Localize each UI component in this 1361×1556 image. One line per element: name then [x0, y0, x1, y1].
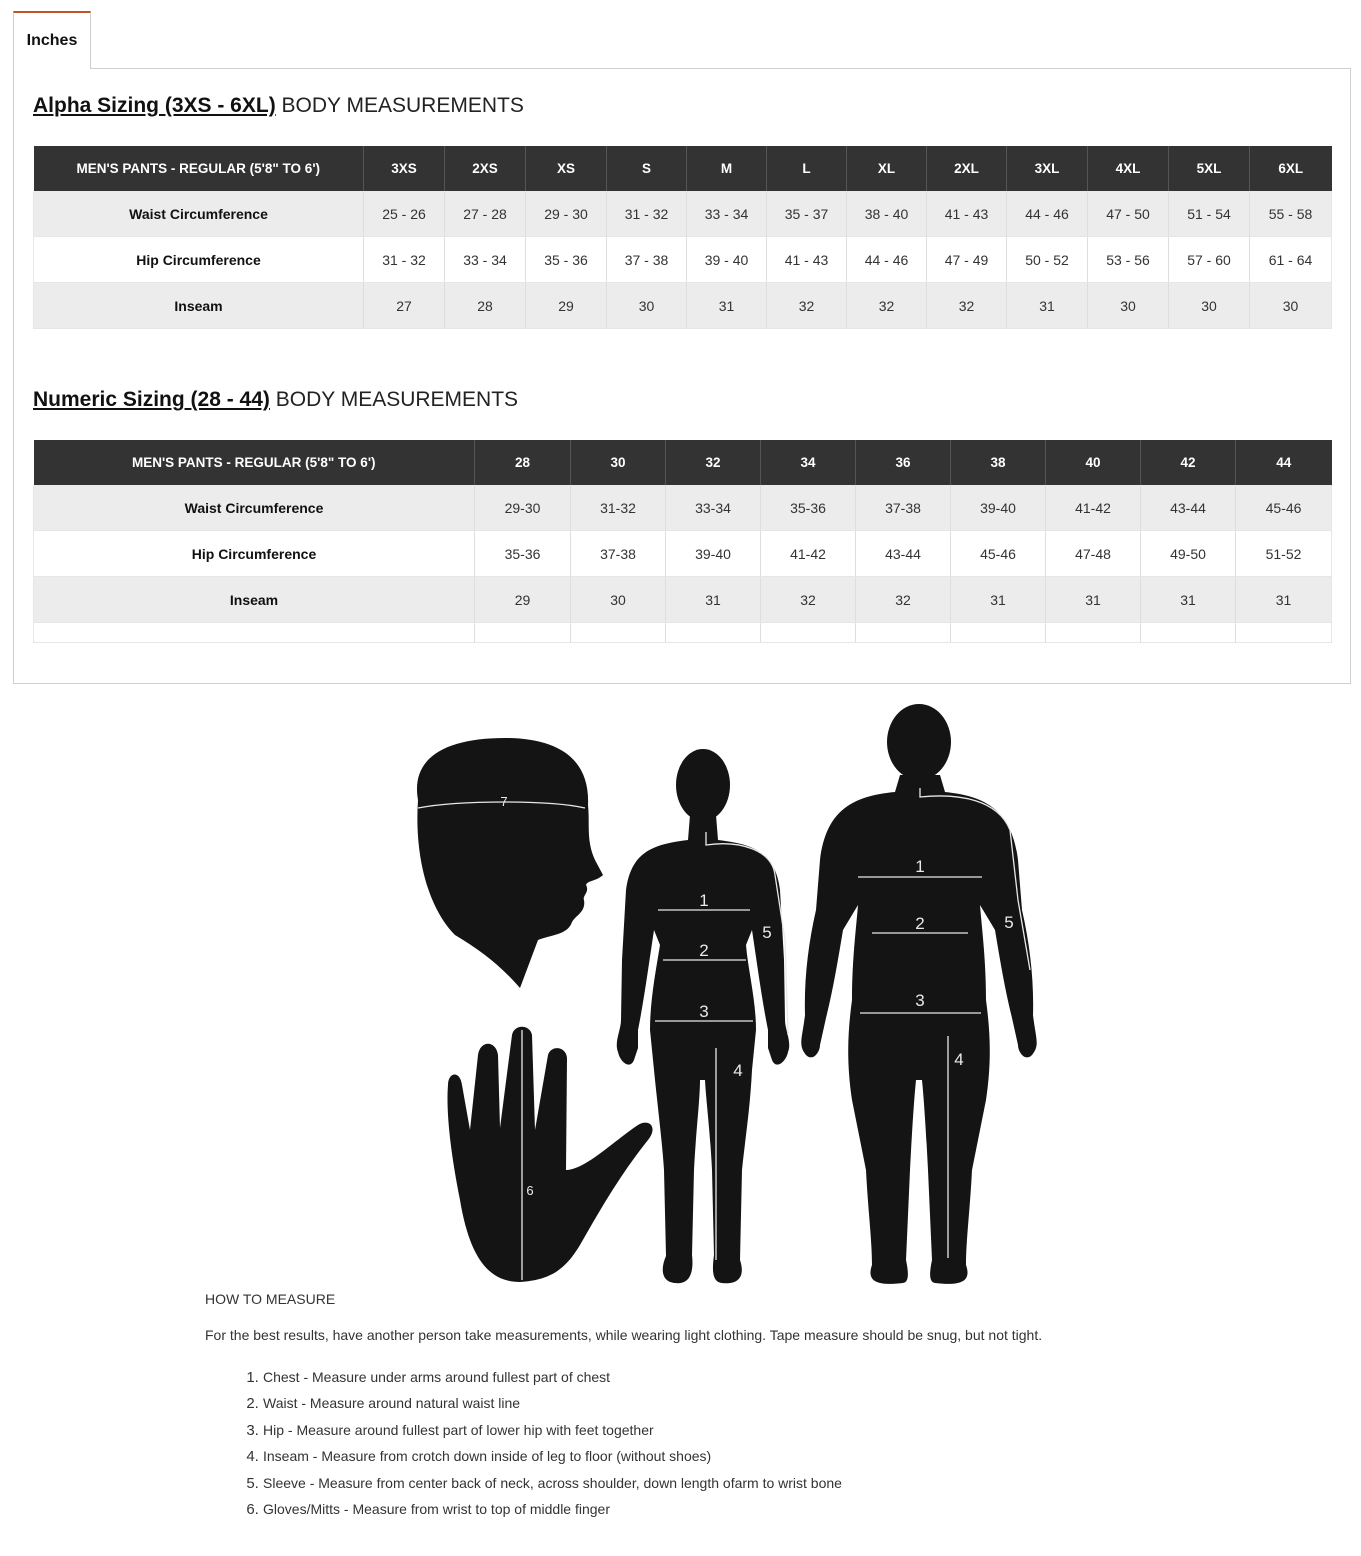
- measurement-value: 39-40: [666, 531, 761, 577]
- how-to-measure-intro: For the best results, have another person take measurements, while wearing light clothing. Tape measure should be snug, but not tight.: [205, 1327, 1043, 1343]
- measurement-value: 45-46: [951, 531, 1046, 577]
- numeric-header-row: [34, 440, 1332, 485]
- table-row: [34, 531, 1332, 577]
- measurement-value: 43-44: [1141, 485, 1236, 531]
- alpha-header-size: S: [607, 146, 687, 191]
- alpha-header-size: XL: [847, 146, 927, 191]
- label-female-waist: 2: [699, 941, 709, 960]
- measurement-value: 33 - 34: [445, 237, 526, 283]
- label-male-hip: 3: [915, 991, 925, 1010]
- how-to-measure-heading: HOW TO MEASURE: [205, 1291, 336, 1307]
- table-row: [34, 237, 1332, 283]
- alpha-header-size: XS: [526, 146, 607, 191]
- label-male-waist: 2: [915, 914, 925, 933]
- numeric-header-label: MEN'S PANTS - REGULAR (5'8" TO 6'): [34, 440, 475, 485]
- measurement-value: 33-34: [666, 485, 761, 531]
- empty-cell: [856, 623, 951, 643]
- numeric-title-suffix: BODY MEASUREMENTS: [269, 388, 519, 411]
- measurement-label: Hip Circumference: [34, 237, 364, 283]
- measurement-value: 27: [364, 283, 445, 329]
- measurement-value: 29: [475, 577, 571, 623]
- measurement-label: Inseam: [34, 577, 475, 623]
- alpha-header-size: M: [687, 146, 767, 191]
- measurement-value: 30: [1169, 283, 1250, 329]
- empty-cell: [761, 623, 856, 643]
- empty-cell: [951, 623, 1046, 643]
- alpha-title-suffix: BODY MEASUREMENTS: [275, 94, 524, 117]
- alpha-section-title: [33, 94, 524, 118]
- hand-silhouette: [448, 1027, 653, 1282]
- measurement-value: 31: [1236, 577, 1332, 623]
- measurement-value: 41-42: [761, 531, 856, 577]
- alpha-header-size: 3XL: [1007, 146, 1088, 191]
- measurement-value: 49-50: [1141, 531, 1236, 577]
- alpha-header-size: 2XL: [927, 146, 1007, 191]
- measurement-label: Hip Circumference: [34, 531, 475, 577]
- numeric-header-size: 32: [666, 440, 761, 485]
- measurement-figure: [400, 700, 1060, 1290]
- measurement-value: 43-44: [856, 531, 951, 577]
- measurement-value: 51 - 54: [1169, 191, 1250, 237]
- how-to-measure-step: 2. Waist - Measure around natural waist line: [263, 1393, 842, 1419]
- measurement-value: 44 - 46: [847, 237, 927, 283]
- measurement-value: 45-46: [1236, 485, 1332, 531]
- how-to-measure-step: 1. Chest - Measure under arms around fullest part of chest: [263, 1367, 842, 1393]
- measurement-value: 25 - 26: [364, 191, 445, 237]
- measurement-value: 41-42: [1046, 485, 1141, 531]
- numeric-header-size: 28: [475, 440, 571, 485]
- alpha-header-label: MEN'S PANTS - REGULAR (5'8" TO 6'): [34, 146, 364, 191]
- measurement-value: 31: [1007, 283, 1088, 329]
- empty-cell: [34, 623, 475, 643]
- measurement-value: 35 - 36: [526, 237, 607, 283]
- measurement-value: 47 - 50: [1088, 191, 1169, 237]
- numeric-sizing-link[interactable]: Numeric Sizing (28 - 44): [33, 388, 270, 411]
- numeric-header-size: 42: [1141, 440, 1236, 485]
- how-to-measure-step: 5. Sleeve - Measure from center back of neck, across shoulder, down length ofarm to wrist bone: [263, 1473, 842, 1499]
- measurement-value: 37 - 38: [607, 237, 687, 283]
- measurement-value: 44 - 46: [1007, 191, 1088, 237]
- measurement-value: 28: [445, 283, 526, 329]
- alpha-header-row: [34, 146, 1332, 191]
- measurement-value: 51-52: [1236, 531, 1332, 577]
- alpha-header-size: 3XS: [364, 146, 445, 191]
- numeric-section-title: [33, 388, 518, 412]
- measurement-value: 33 - 34: [687, 191, 767, 237]
- measurement-value: 38 - 40: [847, 191, 927, 237]
- table-row: [34, 485, 1332, 531]
- measurement-value: 41 - 43: [927, 191, 1007, 237]
- head-silhouette: [417, 738, 603, 988]
- how-to-measure-step: 3. Hip - Measure around fullest part of lower hip with feet together: [263, 1420, 842, 1446]
- label-female-sleeve: 5: [762, 923, 772, 942]
- measurement-value: 29-30: [475, 485, 571, 531]
- measurement-value: 31: [951, 577, 1046, 623]
- measurement-label: Waist Circumference: [34, 485, 475, 531]
- measurement-value: 61 - 64: [1250, 237, 1332, 283]
- table-row: [34, 191, 1332, 237]
- measurement-value: 31: [1046, 577, 1141, 623]
- measurement-value: 55 - 58: [1250, 191, 1332, 237]
- numeric-header-size: 30: [571, 440, 666, 485]
- empty-cell: [571, 623, 666, 643]
- measurement-value: 53 - 56: [1088, 237, 1169, 283]
- measurement-value: 39-40: [951, 485, 1046, 531]
- measurement-value: 32: [927, 283, 1007, 329]
- alpha-header-size: 4XL: [1088, 146, 1169, 191]
- empty-row: [34, 623, 1332, 643]
- label-male-sleeve: 5: [1004, 913, 1014, 932]
- measurement-value: 31 - 32: [364, 237, 445, 283]
- label-female-hip: 3: [699, 1002, 709, 1021]
- empty-cell: [1141, 623, 1236, 643]
- measurement-label: Waist Circumference: [34, 191, 364, 237]
- measurement-value: 32: [856, 577, 951, 623]
- alpha-header-size: 5XL: [1169, 146, 1250, 191]
- measurement-value: 30: [607, 283, 687, 329]
- tab-inches[interactable]: Inches: [13, 11, 91, 69]
- numeric-size-table: [33, 440, 1332, 643]
- measurement-value: 41 - 43: [767, 237, 847, 283]
- alpha-header-size: 6XL: [1250, 146, 1332, 191]
- table-row: [34, 283, 1332, 329]
- alpha-size-table: [33, 146, 1332, 329]
- measurement-value: 57 - 60: [1169, 237, 1250, 283]
- measurement-value: 31: [1141, 577, 1236, 623]
- measurement-value: 37-38: [571, 531, 666, 577]
- measurement-value: 39 - 40: [687, 237, 767, 283]
- alpha-header-size: 2XS: [445, 146, 526, 191]
- label-male-chest: 1: [915, 857, 925, 876]
- measurement-label: Inseam: [34, 283, 364, 329]
- measurement-value: 32: [767, 283, 847, 329]
- measurement-value: 30: [1088, 283, 1169, 329]
- empty-cell: [1046, 623, 1141, 643]
- label-female-inseam: 4: [733, 1061, 743, 1080]
- numeric-header-size: 36: [856, 440, 951, 485]
- measurement-value: 32: [761, 577, 856, 623]
- measurement-value: 30: [1250, 283, 1332, 329]
- empty-cell: [475, 623, 571, 643]
- empty-cell: [666, 623, 761, 643]
- how-to-measure-steps: [245, 1367, 842, 1525]
- label-male-inseam: 4: [954, 1050, 964, 1069]
- measurement-value: 35-36: [761, 485, 856, 531]
- alpha-sizing-link[interactable]: Alpha Sizing (3XS - 6XL): [33, 94, 276, 117]
- measurement-value: 47-48: [1046, 531, 1141, 577]
- numeric-header-size: 40: [1046, 440, 1141, 485]
- how-to-measure-step: 6. Gloves/Mitts - Measure from wrist to top of middle finger: [263, 1499, 842, 1525]
- table-row: [34, 577, 1332, 623]
- measurement-value: 50 - 52: [1007, 237, 1088, 283]
- measurement-value: 29 - 30: [526, 191, 607, 237]
- numeric-header-size: 34: [761, 440, 856, 485]
- measurement-value: 31-32: [571, 485, 666, 531]
- label-female-chest: 1: [699, 891, 709, 910]
- how-to-measure-step: 4. Inseam - Measure from crotch down inside of leg to floor (without shoes): [263, 1446, 842, 1472]
- measurement-value: 29: [526, 283, 607, 329]
- measurement-value: 47 - 49: [927, 237, 1007, 283]
- measurement-value: 27 - 28: [445, 191, 526, 237]
- measurement-value: 30: [571, 577, 666, 623]
- measurement-value: 31: [687, 283, 767, 329]
- empty-cell: [1236, 623, 1332, 643]
- measurement-value: 31 - 32: [607, 191, 687, 237]
- alpha-header-size: L: [767, 146, 847, 191]
- measurement-value: 35 - 37: [767, 191, 847, 237]
- numeric-header-size: 38: [951, 440, 1046, 485]
- measurement-value: 37-38: [856, 485, 951, 531]
- measurement-value: 31: [666, 577, 761, 623]
- measurement-value: 32: [847, 283, 927, 329]
- label-hand: 6: [526, 1183, 534, 1198]
- measurement-value: 35-36: [475, 531, 571, 577]
- label-head: 7: [500, 794, 508, 809]
- numeric-header-size: 44: [1236, 440, 1332, 485]
